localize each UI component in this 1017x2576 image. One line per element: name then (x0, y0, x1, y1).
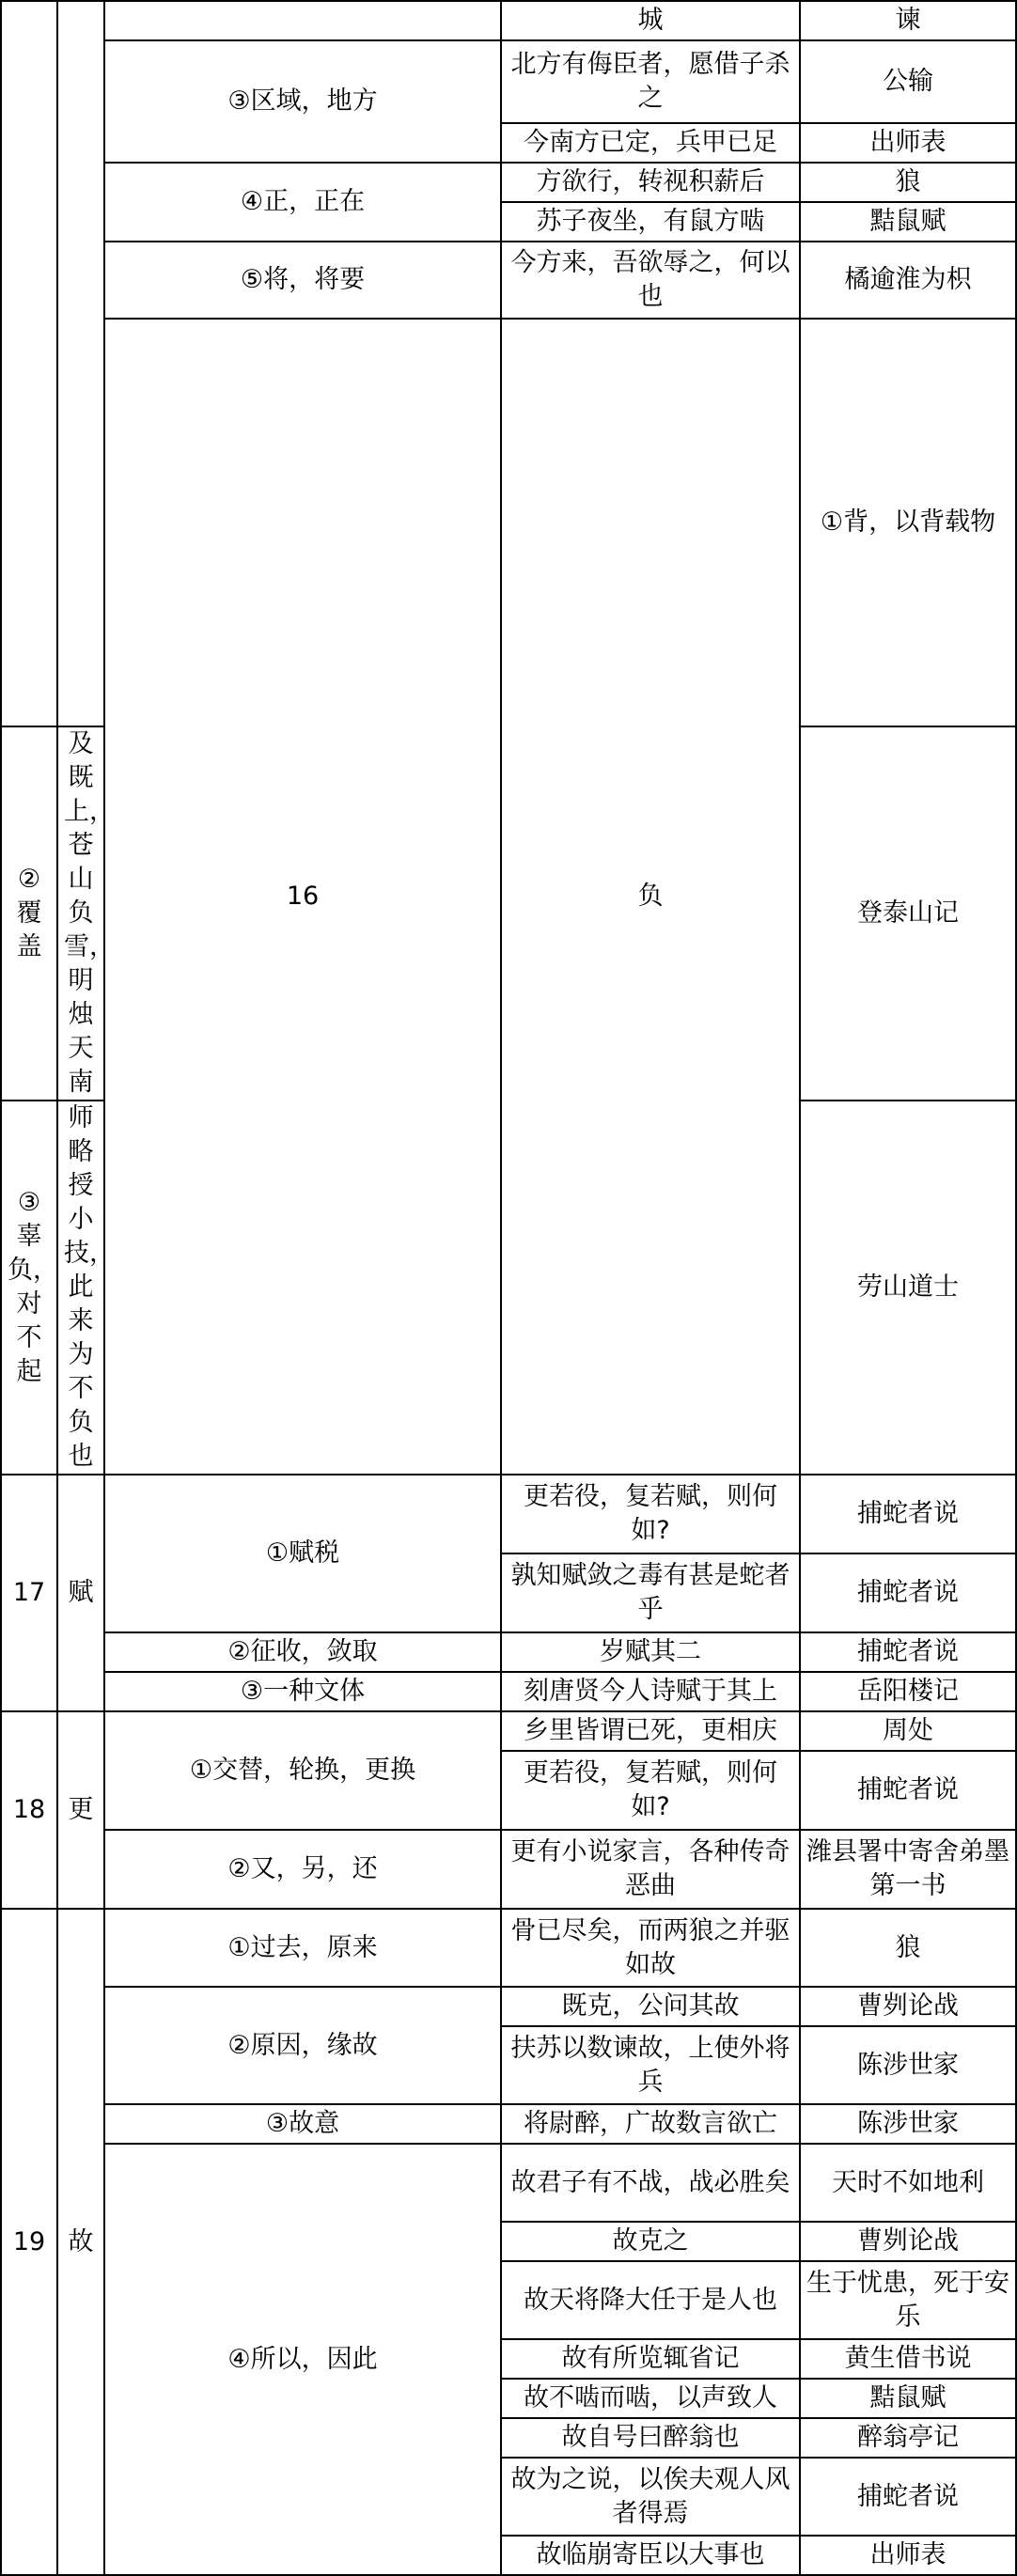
example-text: 故有所览辄省记 (501, 2339, 800, 2379)
example-text: 今南方已定，兵甲已足 (501, 123, 800, 163)
example-text: 北方有侮臣者，愿借子杀之 (501, 40, 800, 123)
example-text: 故自号曰醉翁也 (501, 2418, 800, 2458)
entry-number: 17 (1, 1475, 57, 1711)
table-row (1, 2144, 1016, 2222)
header-source: 谏 (800, 1, 1016, 40)
meaning-label: ③故意 (104, 2104, 501, 2144)
example-source: 狼 (800, 163, 1016, 202)
example-text: 方欲行，转视积薪后 (501, 163, 800, 202)
meaning-label: ①交替，轮换，更换 (104, 1711, 501, 1830)
example-source: 黠鼠赋 (800, 2379, 1016, 2418)
example-text: 故君子有不战，战必胜矣 (501, 2144, 800, 2222)
example-source: 出师表 (800, 123, 1016, 163)
meaning-label: ③一种文体 (104, 1672, 501, 1711)
example-source: 潍县署中寄舍弟墨第一书 (800, 1830, 1016, 1909)
example-source: 捕蛇者说 (800, 1632, 1016, 1672)
example-source: 捕蛇者说 (800, 1475, 1016, 1553)
entry-character: 负 (501, 319, 800, 1475)
example-text: 岁赋其二 (501, 1632, 800, 1672)
example-source: 捕蛇者说 (800, 1553, 1016, 1632)
table-row (1, 1909, 1016, 1987)
meaning-label: ②原因，缘故 (104, 1987, 501, 2104)
table-row (1, 40, 1016, 123)
example-source: 陈涉世家 (800, 2104, 1016, 2144)
meaning-label: ⑤将，将要 (104, 242, 501, 319)
example-text: 孰知赋敛之毒有甚是蛇者乎 (501, 1553, 800, 1632)
example-source: 登泰山记 (800, 726, 1016, 1101)
example-text: 乡里皆谓已死，更相庆 (501, 1711, 800, 1751)
entry-number (1, 1, 57, 726)
table-row (1, 1830, 1016, 1909)
example-text: 故为之说，以俟夫观人风者得焉 (501, 2458, 800, 2536)
example-text: 既克，公问其故 (501, 1987, 800, 2026)
table-row (1, 1475, 1016, 1553)
example-source: 出师表 (800, 2536, 1016, 2575)
table-row (1, 242, 1016, 319)
example-source: 岳阳楼记 (800, 1672, 1016, 1711)
example-source: 天时不如地利 (800, 2144, 1016, 2222)
meaning-label: ②又，另，还 (104, 1830, 501, 1909)
example-source: 醉翁亭记 (800, 2418, 1016, 2458)
example-text: 更有小说家言，各种传奇恶曲 (501, 1830, 800, 1909)
table-row (1, 319, 1016, 726)
meaning-label: ①过去，原来 (104, 1909, 501, 1987)
header-blank-cell (104, 1, 501, 40)
meaning-label: ③区域，地方 (104, 40, 501, 163)
example-text: 更若役，复若赋，则何如? (501, 1751, 800, 1830)
example-text: 故临崩寄臣以大事也 (501, 2536, 800, 2575)
table-row (1, 1672, 1016, 1711)
header-row (1, 1, 1016, 40)
example-source: 黠鼠赋 (800, 202, 1016, 242)
meaning-label: ④正，正在 (104, 163, 501, 242)
example-text: 将尉醉，广故数言欲亡 (501, 2104, 800, 2144)
example-source: 劳山道士 (800, 1101, 1016, 1475)
table-row (1, 163, 1016, 202)
example-source: 狼 (800, 1909, 1016, 1987)
example-text: 扶苏以数谏故，上使外将兵 (501, 2026, 800, 2104)
entry-number: 19 (1, 1909, 57, 2575)
table-row (1, 2104, 1016, 2144)
example-text: 故天将降大任于是人也 (501, 2261, 800, 2339)
example-text: 故不啮而啮，以声致人 (501, 2379, 800, 2418)
meaning-label: ③辜负，对不起 (1, 1101, 57, 1475)
table-row (1, 1632, 1016, 1672)
example-source: 捕蛇者说 (800, 2458, 1016, 2536)
example-source: 捕蛇者说 (800, 1751, 1016, 1830)
entry-character: 更 (57, 1711, 104, 1909)
entry-character: 赋 (57, 1475, 104, 1711)
meaning-label: ②征收，敛取 (104, 1632, 501, 1672)
example-source: 公输 (800, 40, 1016, 123)
table-row (1, 1987, 1016, 2026)
entry-character (57, 1, 104, 726)
meaning-label: ②覆盖 (1, 726, 57, 1101)
example-text: 苏子夜坐，有鼠方啮 (501, 202, 800, 242)
entry-character: 故 (57, 1909, 104, 2575)
example-source: 曹刿论战 (800, 1987, 1016, 2026)
table-row (1, 1711, 1016, 1751)
example-source: 周处 (800, 1711, 1016, 1751)
example-source: 陈涉世家 (800, 2026, 1016, 2104)
example-source: 生于忧患，死于安乐 (800, 2261, 1016, 2339)
example-text: 更若役，复若赋，则何如? (501, 1475, 800, 1553)
example-text: 骨已尽矣，而两狼之并驱如故 (501, 1909, 800, 1987)
example-text: 师略授小技，此来为不负也 (57, 1101, 104, 1475)
example-source: 黄生借书说 (800, 2339, 1016, 2379)
example-source: 橘逾淮为枳 (800, 242, 1016, 319)
example-text: 及既上，苍山负雪，明烛天南 (57, 726, 104, 1101)
example-source: 曹刿论战 (800, 2222, 1016, 2261)
entry-number: 16 (104, 319, 501, 1475)
header-example: 城 (501, 1, 800, 40)
meaning-label: ①赋税 (104, 1475, 501, 1632)
example-text: 今方来，吾欲辱之，何以也 (501, 242, 800, 319)
example-text: 故克之 (501, 2222, 800, 2261)
entry-number: 18 (1, 1711, 57, 1909)
meaning-label: ①背，以背载物 (800, 319, 1016, 726)
example-text: 刻唐贤今人诗赋于其上 (501, 1672, 800, 1711)
meaning-label: ④所以，因此 (104, 2144, 501, 2575)
